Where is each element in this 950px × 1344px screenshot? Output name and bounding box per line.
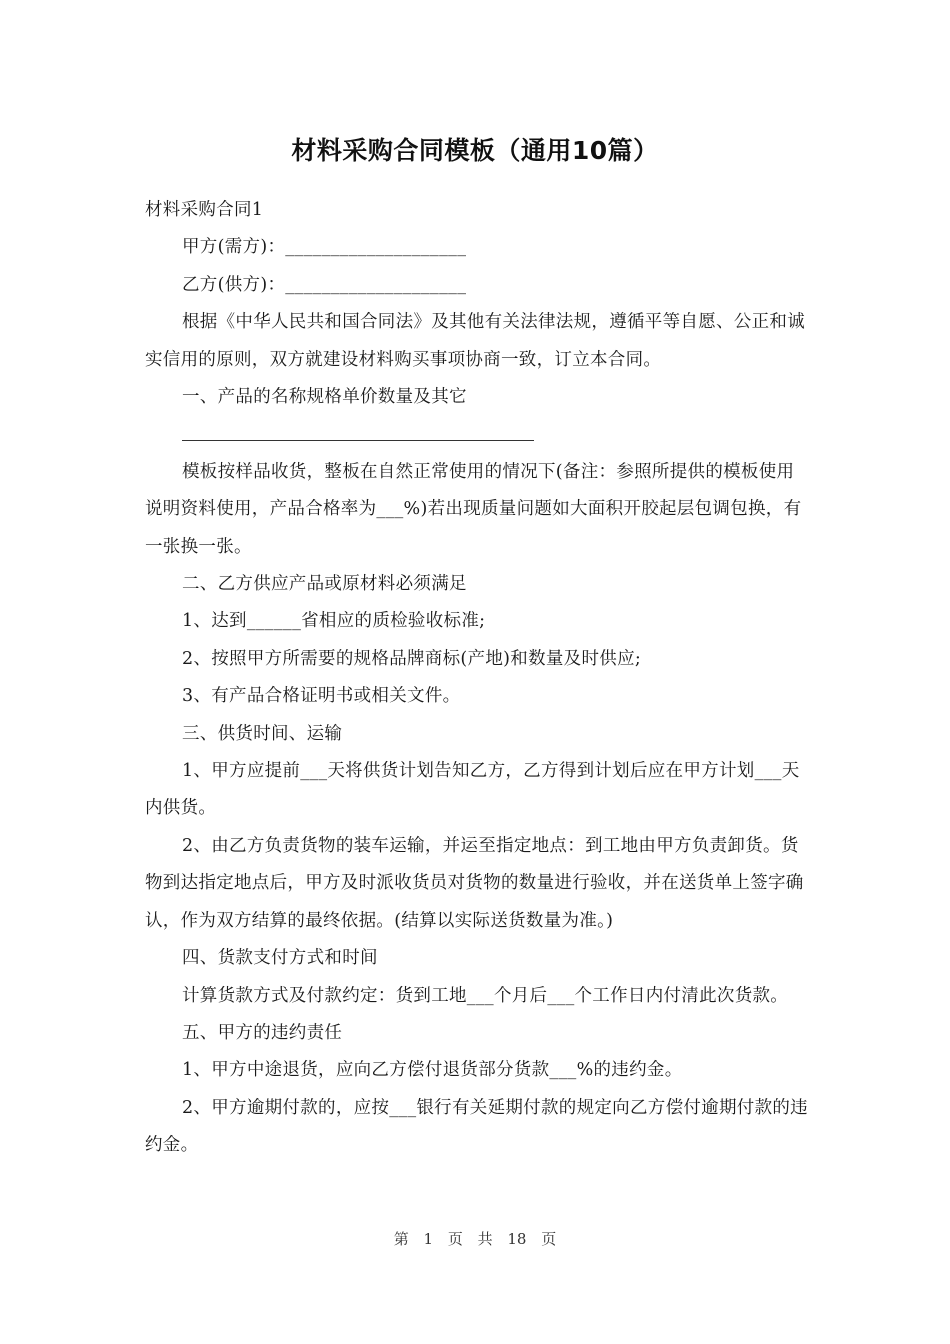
party-b-field: 乙方(供方)：____________________ bbox=[182, 274, 467, 295]
clause-heading-2: 二、乙方供应产品或原材料必须满足 bbox=[182, 574, 467, 595]
clause-5-item-1: 1、甲方中途退货，应向乙方偿付退货部分货款___%的违约金。 bbox=[182, 1060, 683, 1081]
page-footer bbox=[0, 1228, 950, 1249]
preamble-paragraph: 根据《中华人民共和国合同法》及其他有关法律法规，遵循平等自愿、公正和诚实信用的原则，双方就建设材料购买事项协商一致，订立本合同。 bbox=[145, 312, 805, 370]
clause-4-paragraph: 计算货款方式及付款约定：货到工地___个月后___个工作日内付清此次货款。 bbox=[182, 985, 789, 1006]
document-body bbox=[145, 192, 810, 1165]
page-number: 第 1 页 共 18 页 bbox=[393, 1230, 557, 1248]
clause-heading-4: 四、货款支付方式和时间 bbox=[182, 948, 378, 969]
clause-2-item-1: 1、达到______省相应的质检验收标准; bbox=[182, 611, 486, 632]
clause-5-item-2: 2、甲方逾期付款的，应按___银行有关延期付款的规定向乙方偿付逾期付款的违约金。 bbox=[145, 1097, 808, 1156]
clause-heading-3: 三、供货时间、运输 bbox=[182, 723, 343, 744]
blank-fill-line bbox=[145, 416, 810, 453]
clause-2-item-2: 2、按照甲方所需要的规格品牌商标(产地)和数量及时供应; bbox=[182, 648, 642, 669]
quality-paragraph: 模板按样品收货，整板在自然正常使用的情况下(备注：参照所提供的模板使用说明资料使用，产品合格率为___%)若出现质量问题如大面积开胶起层包调包换，有一张换一张。 bbox=[145, 461, 802, 557]
clause-heading-1: 一、产品的名称规格单价数量及其它 bbox=[182, 387, 467, 408]
clause-3-item-2: 2、由乙方负责货物的装车运输，并运至指定地点：到工地由甲方负责卸货。货物到达指定地点后，甲方及时派收货员对货物的数量进行验收，并在送货单上签字确认，作为双方结算的最终依据。(结算以实际送货数量为准。) bbox=[145, 835, 804, 931]
party-a-field: 甲方(需方)：____________________ bbox=[182, 237, 467, 258]
clause-2-item-3: 3、有产品合格证明书或相关文件。 bbox=[182, 686, 461, 707]
clause-heading-5: 五、甲方的违约责任 bbox=[182, 1022, 343, 1043]
clause-3-item-1: 1、甲方应提前___天将供货计划告知乙方，乙方得到计划后应在甲方计划___天内供货。 bbox=[145, 761, 800, 819]
document-title: 材料采购合同模板（通用10篇） bbox=[291, 136, 659, 165]
section-heading-contract-1: 材料采购合同1 bbox=[145, 200, 264, 220]
